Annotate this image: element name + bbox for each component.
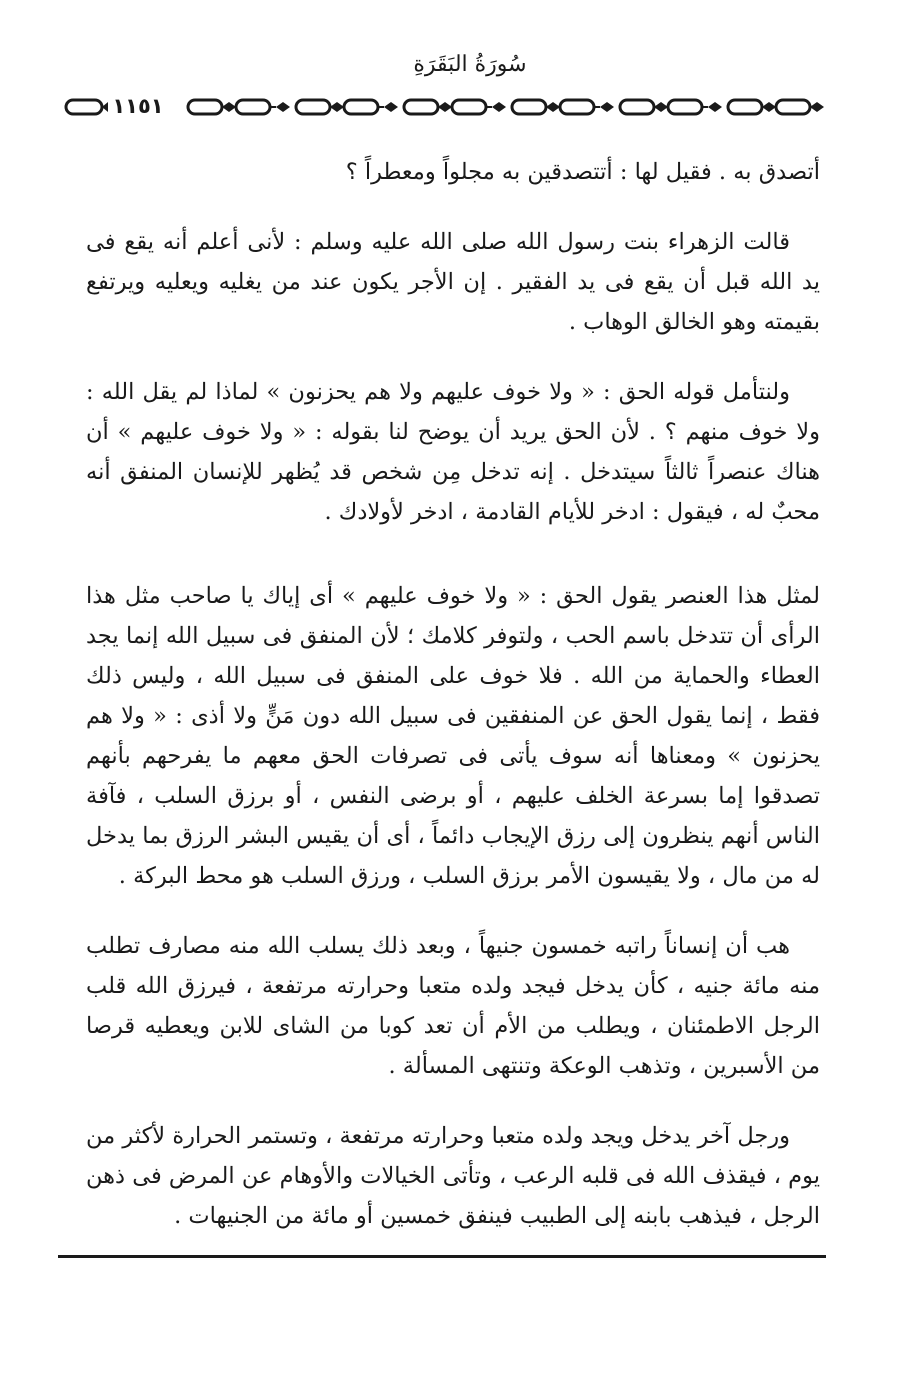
paragraph-4: لمثل هذا العنصر يقول الحق : « ولا خوف عليهم » أى إياك يا صاحب مثل هذا الرأى أن تتدخل باسم الحب ، ولتوفر كلامك ؛ لأن المنفق فى سبيل الله إنما يجد العطاء والحماية من الله . فلا خوف على المنفق فى سبيل الله ، وليس ذلك فقط ، إنما يقول الحق عن المنفقين فى سبيل الله دون مَنٍّ ولا أذى : « ولا هم يحزنون » ومعناها أنه سوف يأتى فى تصرفات الحق معهم ما يفرحهم بأنهم تصدقوا إما بسرعة الخلف عليهم ، أو برضى النفس ، أو برزق السلب ، فآفة الناس أنهم ينظرون إلى رزق الإيجاب دائماً ، أى أن يقيس البشر الرزق بما يدخل له من مال ، ولا يقيسون الأمر برزق السلب ، ورزق السلب هو محط البركة . — [86, 583, 820, 889]
paragraph-2: قالت الزهراء بنت رسول الله صلى الله عليه وسلم : لأنى أعلم أنه يقع فى يد الله قبل أن يقع فى يد الفقير . إن الأجر يكون عند من يغليه ويعليه ويرتفع بقيمته وهو الخالق الوهاب . — [86, 229, 820, 335]
chain-ornament-icon — [60, 92, 840, 122]
page-number: ١١٥١ — [108, 92, 168, 120]
body-text — [86, 152, 820, 1236]
paragraph-6: ورجل آخر يدخل ويجد ولده متعبا وحرارته مرتفعة ، وتستمر الحرارة لأكثر من يوم ، فيقذف الله فى قلبه الرعب ، وتأتى الخيالات والأوهام عن المرض فى ذهن الرجل ، فيذهب بابنه إلى الطبيب فينفق خمسين أو مائة من الجنيهات . — [86, 1123, 820, 1229]
paragraph-3: ولنتأمل قوله الحق : « ولا خوف عليهم ولا هم يحزنون » لماذا لم يقل الله : ولا خوف منهم ؟ . لأن الحق يريد أن يوضح لنا بقوله : « ولا خوف عليهم » أن هناك عنصراً ثالثاً سيتدخل . إنه تدخل مِن شخص قد يُظهر للإنسان المنفق أنه محبٌ له ، فيقول : ادخر للأيام القادمة ، ادخر لأولادك . — [86, 379, 820, 525]
ornamental-chain-band — [60, 92, 840, 122]
footer-divider — [58, 1255, 826, 1258]
paragraph-1: أتصدق به . فقيل لها : أتتصدقين به مجلواً ومعطراً ؟ — [345, 159, 820, 185]
surah-title: سُورَةُ البَقَرَةِ — [413, 52, 527, 77]
paragraph-5: هب أن إنساناً راتبه خمسون جنيهاً ، وبعد ذلك يسلب الله منه مصارف تطلب منه مائة جنيه ، كأن يدخل فيجد ولده متعبا وحرارته مرتفعة ، فيرزق الله قلب الرجل الاطمئنان ، ويطلب من الأم أن تعد كوبا من الشاى للابن ويعطيه قرصا من الأسبرين ، وتذهب الوعكة وتنتهى المسألة . — [86, 933, 820, 1079]
